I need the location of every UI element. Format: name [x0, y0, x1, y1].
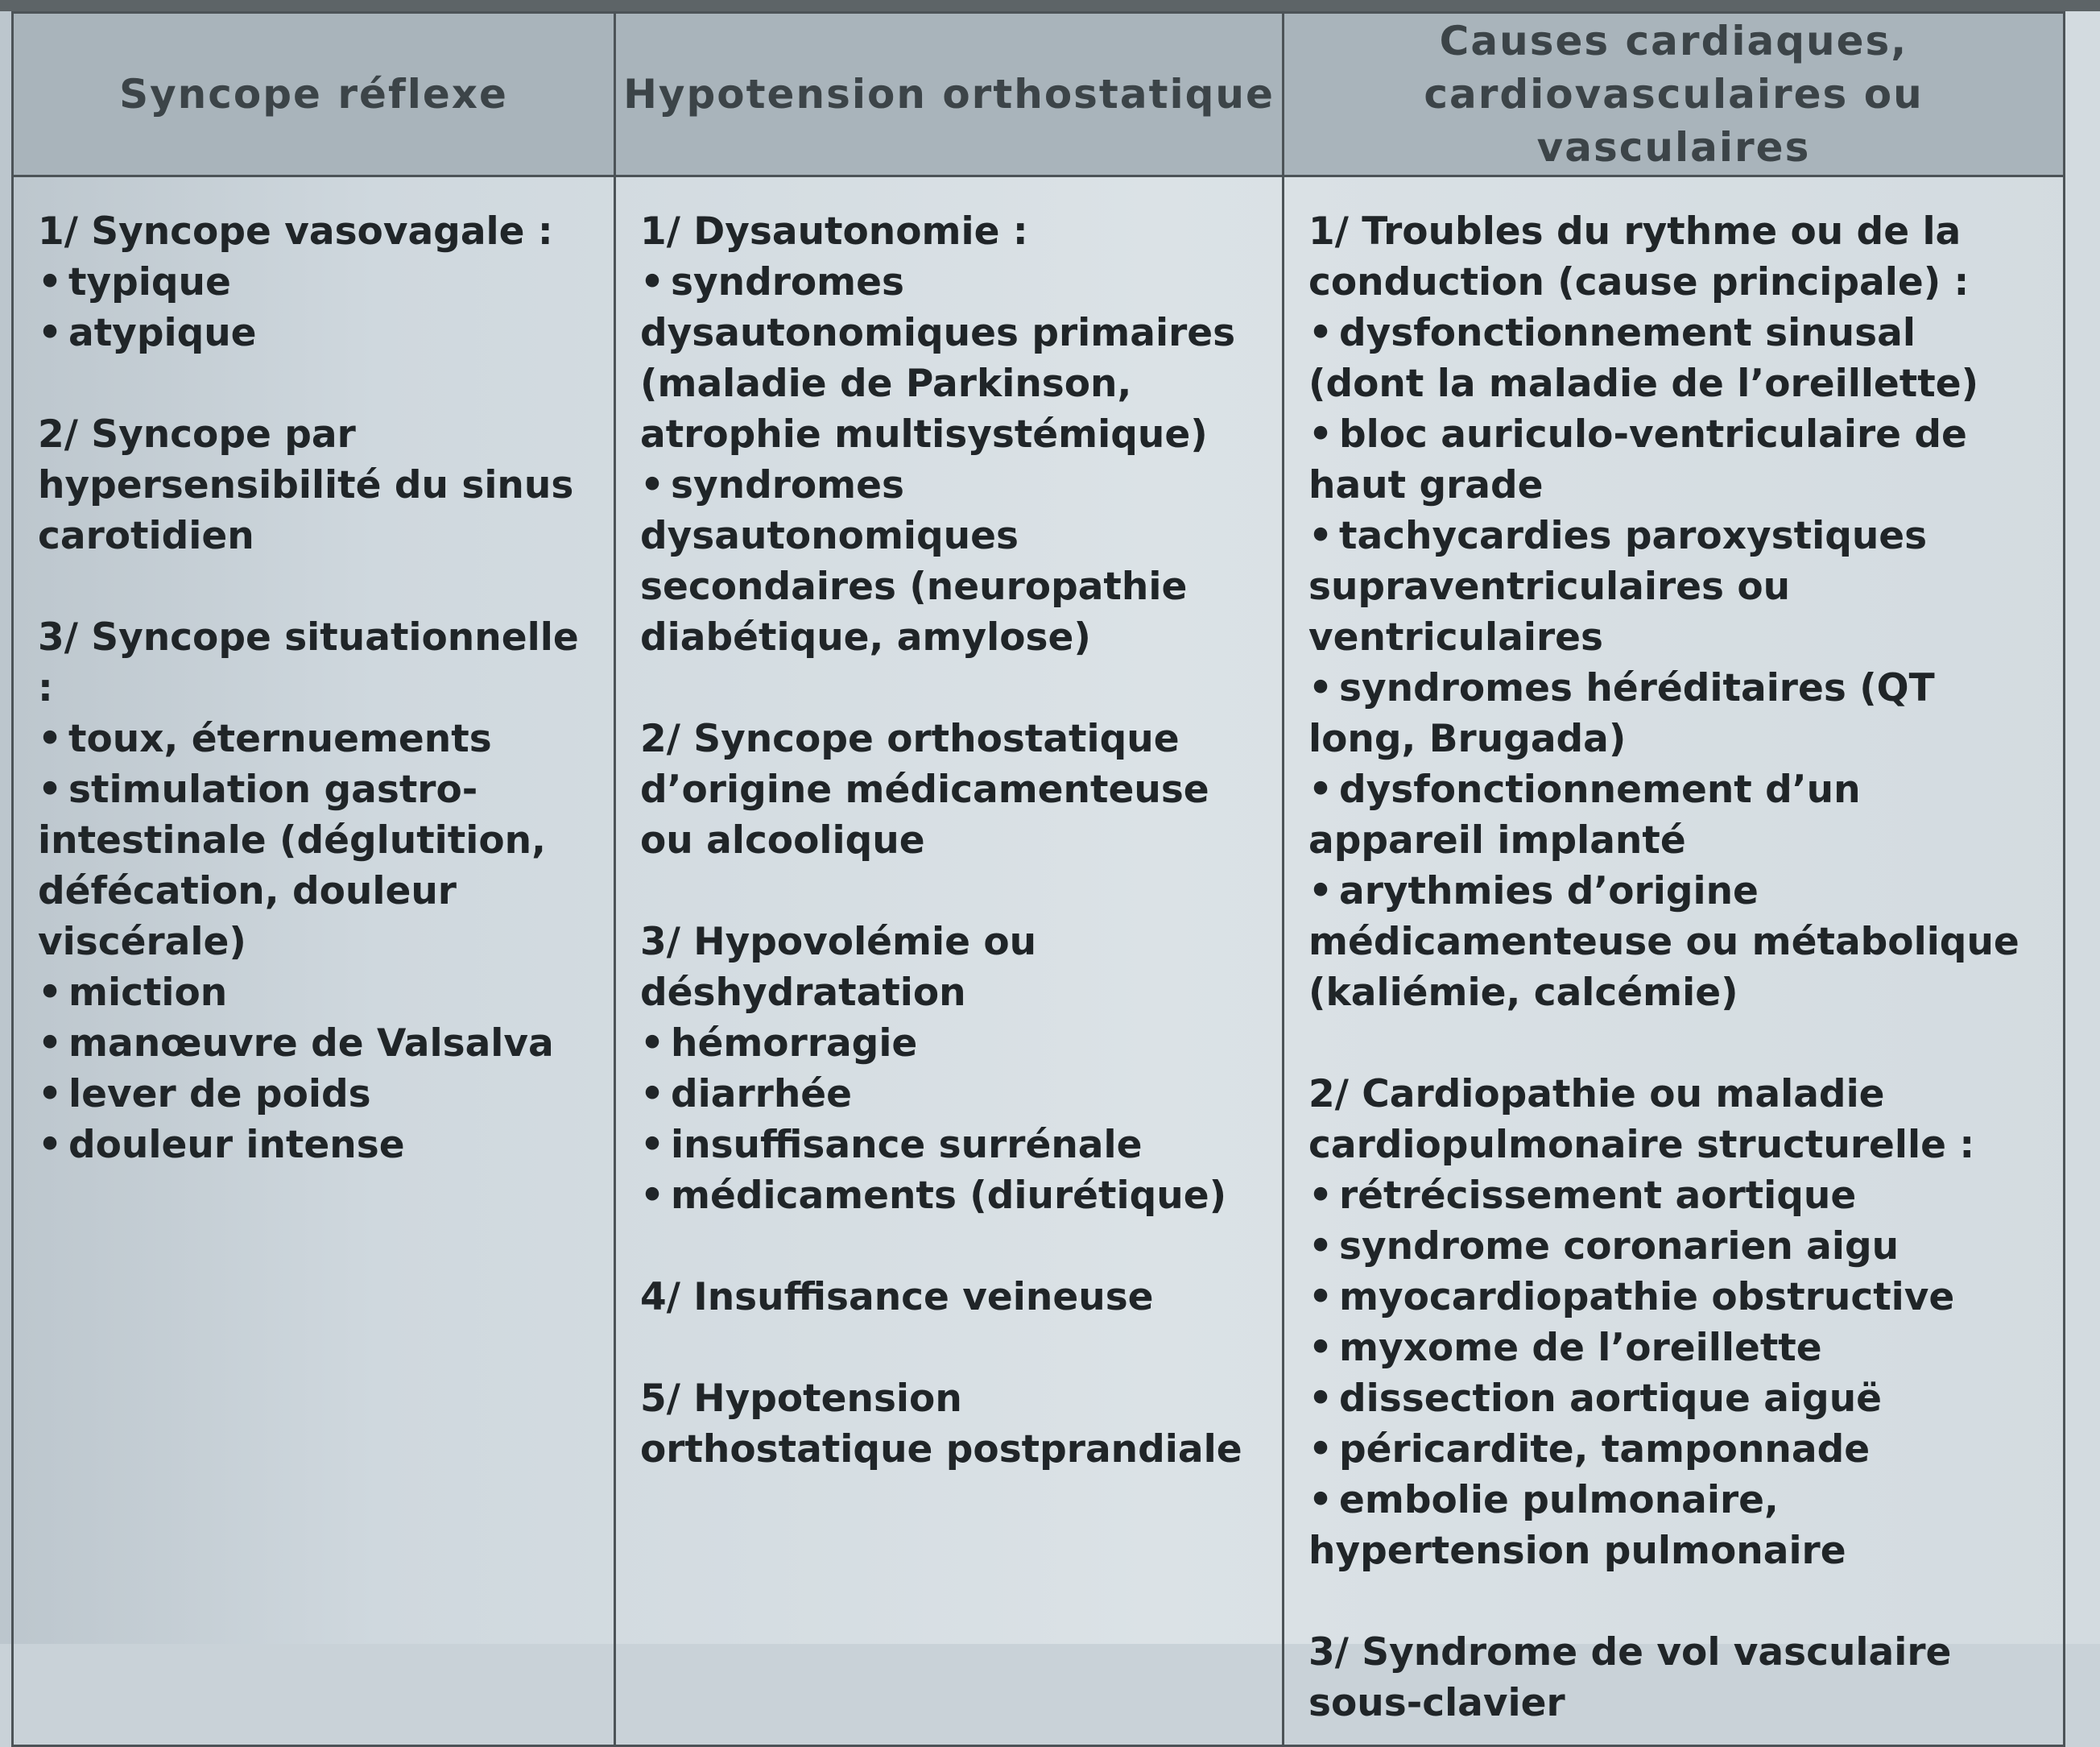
- list-item-text: insuffisance surrénale: [671, 1123, 1143, 1167]
- list-item: [1308, 663, 2039, 764]
- section-title: 2/ Syncope orthostatique d’origine médicamenteuse ou alcoolique: [640, 717, 1209, 863]
- table-body-row: [13, 176, 2065, 1746]
- list-item: [1308, 1170, 2039, 1221]
- section-title: 5/ Hypotension orthostatique postprandiale: [640, 1376, 1242, 1472]
- list-item: [38, 714, 589, 764]
- list-item-text: toux, éternuements: [68, 717, 492, 761]
- list-item: [38, 1120, 589, 1170]
- bullet-icon: •: [640, 1072, 665, 1116]
- section-title: 4/ Insuffisance veineuse: [640, 1275, 1154, 1319]
- bullet-icon: •: [38, 1072, 63, 1116]
- column-hypotension-orthostatique: [615, 176, 1284, 1746]
- header-causes-cardiaques: Causes cardiaques, cardiovasculaires ou vasculaires: [1284, 13, 2065, 176]
- section-title: 2/ Cardiopathie ou maladie cardiopulmonaire structurelle :: [1308, 1072, 1975, 1167]
- bullet-icon: •: [38, 717, 63, 761]
- list-item-text: diarrhée: [671, 1072, 853, 1116]
- list-item: [38, 1018, 589, 1069]
- section-title: 3/ Hypovolémie ou déshydratation: [640, 920, 1037, 1015]
- list-item-text: syndromes dysautonomiques secondaires (neuropathie diabétique, amylose): [640, 463, 1188, 660]
- list-item-text: péricardite, tamponnade: [1339, 1427, 1871, 1472]
- list-item: [1308, 1475, 2039, 1576]
- section: [1308, 1069, 2039, 1576]
- list-item-text: lever de poids: [68, 1072, 371, 1116]
- list-item-text: bloc auriculo-ventriculaire de haut grade: [1308, 412, 1967, 507]
- list-item-text: douleur intense: [68, 1123, 405, 1167]
- bullet-icon: •: [640, 463, 665, 507]
- syncope-causes-table: [11, 11, 2065, 1747]
- section: [640, 206, 1258, 663]
- bullet-icon: •: [1308, 768, 1333, 812]
- bullet-icon: •: [1308, 869, 1333, 913]
- bullet-icon: •: [1308, 412, 1333, 457]
- bullet-icon: •: [1308, 1376, 1333, 1421]
- section: [38, 612, 589, 1170]
- section-title: 1/ Dysautonomie :: [640, 209, 1028, 254]
- bullet-icon: •: [1308, 666, 1333, 710]
- list-item: [38, 257, 589, 308]
- bullet-icon: •: [38, 260, 63, 304]
- list-item: [1308, 511, 2039, 663]
- list-item-text: syndrome coronarien aigu: [1339, 1224, 1900, 1269]
- section-title: 2/ Syncope par hypersensibilité du sinus carotidien: [38, 412, 574, 558]
- list-item: [640, 1120, 1258, 1170]
- list-item: [1308, 1221, 2039, 1272]
- list-item-text: atypique: [68, 311, 257, 355]
- section-title: 3/ Syncope situationnelle :: [38, 615, 579, 710]
- list-item: [38, 308, 589, 358]
- list-item-text: rétrécissement aortique: [1339, 1174, 1857, 1218]
- section: [640, 1373, 1258, 1475]
- bullet-icon: •: [640, 1174, 665, 1218]
- bullet-icon: •: [640, 1021, 665, 1066]
- list-item-text: stimulation gastro-intestinale (déglutition, défécation, douleur viscérale): [38, 768, 546, 964]
- list-item-text: tachycardies paroxystiques supraventriculaires ou ventriculaires: [1308, 514, 1928, 660]
- list-item: [1308, 1373, 2039, 1424]
- bullet-icon: •: [1308, 1224, 1333, 1269]
- section-title: 3/ Syndrome de vol vasculaire sous-clavier: [1308, 1630, 1952, 1725]
- list-item: [38, 1069, 589, 1120]
- bullet-icon: •: [38, 971, 63, 1015]
- list-item-text: dissection aortique aiguë: [1339, 1376, 1883, 1421]
- list-item: [1308, 1323, 2039, 1373]
- list-item-text: myocardiopathie obstructive: [1339, 1275, 1955, 1319]
- list-item: [1308, 866, 2039, 1018]
- bullet-icon: •: [1308, 311, 1333, 355]
- bullet-icon: •: [1308, 1478, 1333, 1522]
- list-item: [640, 257, 1258, 460]
- list-item: [640, 1069, 1258, 1120]
- list-item-text: médicaments (diurétique): [671, 1174, 1227, 1218]
- section: [640, 714, 1258, 866]
- list-item: [1308, 1272, 2039, 1323]
- top-strip: [0, 0, 2100, 11]
- list-item: [640, 460, 1258, 663]
- list-item-text: miction: [68, 971, 228, 1015]
- table-header-row: [13, 13, 2065, 176]
- column-causes-cardiaques: [1284, 176, 2065, 1746]
- list-item: [38, 764, 589, 967]
- list-item: [640, 1018, 1258, 1069]
- section-title: 1/ Syncope vasovagale :: [38, 209, 553, 254]
- bullet-icon: •: [640, 260, 665, 304]
- bullet-icon: •: [38, 768, 63, 812]
- bullet-icon: •: [1308, 514, 1333, 558]
- bullet-icon: •: [640, 1123, 665, 1167]
- list-item-text: dysfonctionnement sinusal (dont la maladie de l’oreillette): [1308, 311, 1979, 406]
- column-syncope-reflexe: [13, 176, 615, 1746]
- list-item: [1308, 764, 2039, 866]
- list-item: [1308, 409, 2039, 511]
- list-item: [1308, 1424, 2039, 1475]
- section: [1308, 206, 2039, 1018]
- bullet-icon: •: [38, 1021, 63, 1066]
- list-item-text: syndromes héréditaires (QT long, Brugada): [1308, 666, 1935, 761]
- section: [640, 917, 1258, 1221]
- bullet-icon: •: [1308, 1326, 1333, 1370]
- header-hypotension-orthostatique: Hypotension orthostatique: [615, 13, 1284, 176]
- bullet-icon: •: [1308, 1174, 1333, 1218]
- section: [640, 1272, 1258, 1323]
- bullet-icon: •: [1308, 1275, 1333, 1319]
- list-item: [1308, 308, 2039, 409]
- section: [38, 409, 589, 561]
- list-item-text: manœuvre de Valsalva: [68, 1021, 554, 1066]
- bullet-icon: •: [38, 1123, 63, 1167]
- list-item: [640, 1170, 1258, 1221]
- section: [1308, 1627, 2039, 1728]
- header-syncope-reflexe: Syncope réflexe: [13, 13, 615, 176]
- list-item-text: dysfonctionnement d’un appareil implanté: [1308, 768, 1861, 863]
- list-item-text: typique: [68, 260, 231, 304]
- bullet-icon: •: [1308, 1427, 1333, 1472]
- list-item-text: myxome de l’oreillette: [1339, 1326, 1822, 1370]
- section: [38, 206, 589, 358]
- list-item-text: hémorragie: [671, 1021, 918, 1066]
- list-item-text: embolie pulmonaire, hypertension pulmonaire: [1308, 1478, 1846, 1573]
- list-item-text: syndromes dysautonomiques primaires (maladie de Parkinson, atrophie multisystémique): [640, 260, 1236, 457]
- list-item: [38, 967, 589, 1018]
- section-title: 1/ Troubles du rythme ou de la conduction (cause principale) :: [1308, 209, 1970, 304]
- list-item-text: arythmies d’origine médicamenteuse ou métabolique (kaliémie, calcémie): [1308, 869, 2019, 1015]
- bullet-icon: •: [38, 311, 63, 355]
